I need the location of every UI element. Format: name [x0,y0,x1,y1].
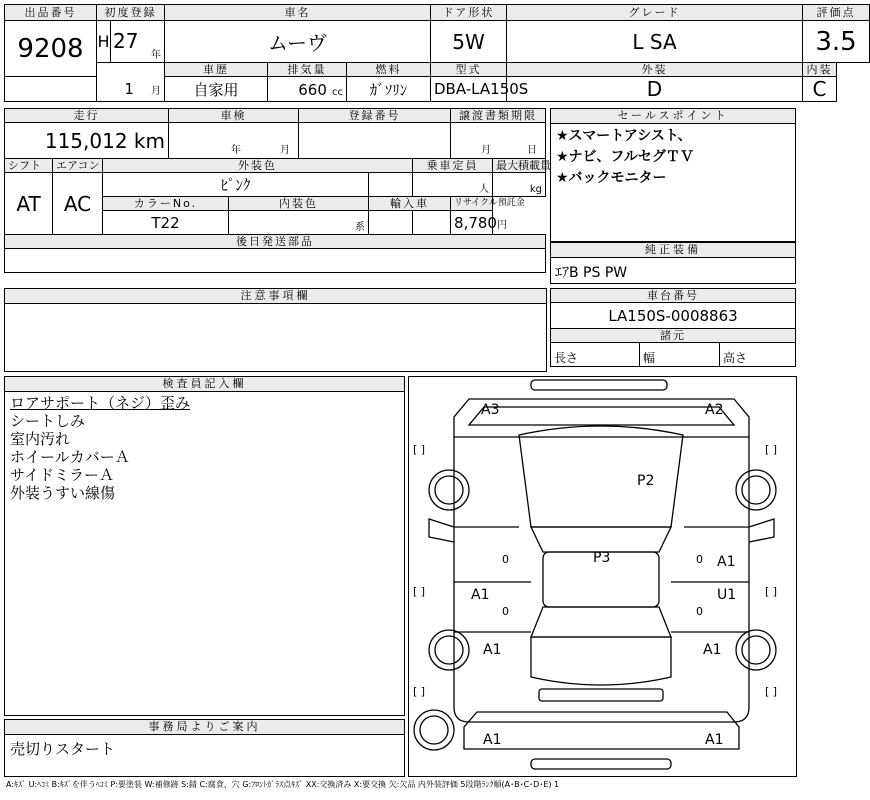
color-no-value: T22 [103,211,229,235]
import-value-b [413,211,451,235]
spare-wheel-inner [420,716,448,744]
front-inner [469,407,734,425]
rear-bumper-bar [531,759,671,769]
mileage-value: 115,012 km [5,123,169,159]
zero-right-front: 0 [696,553,703,566]
lot-no-value: 9208 [5,21,97,77]
ext-color-extra [369,173,413,197]
int-color-value [229,211,369,235]
inspector-line: ロアサポート（ネジ）歪み [10,394,191,412]
chassis-value: LA150S-0008863 [551,303,796,329]
hood-outline [519,426,683,527]
inspector-line: 室内汚れ [10,430,71,448]
rear-bumper-top [539,689,663,701]
wheel-front-left-inner [435,476,463,504]
equipment-label: 純正装備 [551,243,795,258]
header-table [4,4,870,102]
car-diagram [409,377,796,776]
lot-no-label: 出品番号 [5,5,97,21]
ext-color-value: ﾋﾟﾝｸ [103,173,369,197]
notes-box [4,288,547,372]
year-cell [111,21,165,63]
capacity-unit: 人 [479,184,490,195]
first-reg-label: 初度登録 [97,5,165,21]
car-diagram-box [408,376,797,777]
displacement-cell [268,77,347,102]
inspector-line: ホイールカバーＡ [10,448,130,466]
transfer-day-unit: 日 [527,145,538,156]
sales-point-item: ★バックモニター [556,170,667,186]
chassis-label: 車台番号 [551,289,796,303]
office-box [4,719,405,777]
recycle-unit: 円 [496,220,507,231]
bracket-front-left: [ ] [413,443,426,456]
mark-right-rear-door: U1 [717,587,737,603]
inspector-line: 外装うすい線傷 [10,484,116,502]
sales-points-box [550,108,796,242]
grade-label: グレード [507,5,803,21]
ext-label: 外装 [507,63,803,77]
ac-value: AC [53,173,103,235]
ext-grade-value: D [507,77,803,102]
import-label: 輸入車 [369,197,451,211]
transfer-value [451,123,546,159]
body-outline [454,437,749,722]
month-value: 1 [124,80,134,99]
color-no-label: カラーNo. [103,197,229,211]
import-value-a [369,211,413,235]
sales-point-item: ★ナビ、フルセグＴＶ [556,149,694,165]
year-value: 27 [113,29,139,53]
mark-right-front-door: A1 [717,554,736,570]
detail-table [4,108,552,273]
width-label: 幅 [640,343,720,367]
mark-roof: P3 [593,550,611,566]
inspector-list [5,392,404,504]
recycle-label: リサイクル預託金 [451,197,493,211]
capacity-label: 乗車定員 [413,159,493,173]
displacement-label: 排気量 [268,63,347,77]
office-message: 売切りスタート [10,740,116,758]
height-label: 高さ [720,343,796,367]
shift-label: シフト [5,159,53,173]
inspection-year-unit: 年 [231,145,241,156]
inspector-line: サイドミラーＡ [10,466,114,484]
sales-point-item: ★スマートアシスト、 [556,128,692,144]
zero-left-front: 0 [502,553,509,566]
door-value: 5W [431,21,507,63]
int-grade-value: C [803,77,837,102]
sales-points-label: セールスポイント [551,109,795,124]
month-unit: 月 [151,86,161,98]
month-cell [97,77,165,102]
front-bumper-bar [531,380,667,390]
later-parts-label: 後日発送部品 [5,235,546,249]
mark-front-right-corner: A2 [705,402,724,418]
month-top-cell [97,63,165,77]
later-parts-value [5,249,546,273]
wheel-rear-right-inner [742,636,770,664]
mirror-right [749,519,774,542]
windshield [531,527,671,552]
inspection-label: 車検 [169,109,299,123]
sales-points-list [551,124,795,191]
bracket-mid-right: [ ] [765,585,778,598]
office-label: 事務局よりご案内 [5,720,404,735]
equipment-value: ｴｱB PS PW [555,265,628,281]
length-label: 長さ [551,343,640,367]
inspector-box [4,376,405,716]
reg-no-value [299,123,451,159]
rear-outline [464,712,739,749]
inspection-value [169,123,299,159]
mirror-left [429,519,454,542]
transfer-month-unit: 月 [481,145,492,156]
chassis-table [550,288,796,367]
load-value [493,173,546,197]
transfer-label: 譲渡書類期限 [451,109,546,123]
mark-left-rear-door: A1 [471,587,490,603]
year-unit: 年 [151,50,161,61]
model-code-value: DBA-LA150S [431,77,507,102]
car-name-label: 車名 [165,5,431,21]
rear-cabin [531,637,671,685]
door-label: ドア形状 [431,5,507,21]
mark-left-rear-wheel: A1 [483,642,502,658]
bracket-front-right: [ ] [765,443,778,456]
reg-no-label: 登録番号 [299,109,451,123]
notes-label: 注意事項欄 [5,289,546,304]
zero-right-rear: 0 [696,605,703,618]
shift-value: AT [5,173,53,235]
mark-right-rear-wheel: A1 [703,642,722,658]
rear-window [531,607,671,637]
inspection-month-unit: 月 [280,145,290,156]
load-unit: kg [529,184,543,195]
inspector-line: シートしみ [10,412,86,430]
bracket-mid-left: [ ] [413,585,426,598]
fuel-label: 燃料 [347,63,431,77]
mark-rear-right-corner: A1 [705,732,724,748]
zero-left-rear: 0 [502,605,509,618]
load-label: 最大積載量 [493,159,546,173]
era-value: H [97,21,111,63]
legend-footer: A:ｷｽﾞ U:ﾍｺﾐ B:ｷｽﾞを伴うﾍｺﾐ P:要塗装 W:補修跡 S:錆 C:腐食、穴 G:ﾌﾛﾝﾄｶﾞﾗｽ点ｷｽﾞ XX:交換済み X:要交換 欠:欠品 内外装評価 5段階ﾗﾝｸ順(A･B･C･D･E) 1 [6,780,560,789]
inspector-label: 検査員記入欄 [5,377,404,392]
bracket-rear-left: [ ] [413,685,426,698]
car-name-value: ムーヴ [165,21,431,63]
history-label: 車歴 [165,63,268,77]
recycle-cell [451,211,507,235]
mark-rear-left-corner: A1 [483,732,502,748]
int-color-unit: 系 [355,222,365,233]
mark-hood: P2 [637,473,655,489]
history-value: 自家用 [165,77,268,102]
bracket-rear-right: [ ] [765,685,778,698]
grade-value: L SA [507,21,803,63]
wheel-rear-left-inner [435,636,463,664]
mileage-label: 走行 [5,109,169,123]
score-value: 3.5 [803,21,870,63]
fuel-value: ｶﾞｿﾘﾝ [347,77,431,102]
dimensions-label: 諸元 [551,329,796,343]
ext-color-label: 外装色 [103,159,413,173]
displacement-unit: cc [332,86,343,98]
equipment-box [550,242,796,284]
ac-label: エアコン [53,159,103,173]
int-label: 内装 [803,63,837,77]
score-label: 評価点 [803,5,870,21]
recycle-value: 8,780 [454,214,497,232]
model-code-label: 型式 [431,63,507,77]
capacity-value [413,173,493,197]
wheel-front-right-inner [742,476,770,504]
displacement-value: 660 [298,80,327,99]
int-color-label: 内装色 [229,197,369,211]
mark-front-left-corner: A3 [481,402,500,418]
lot-no-blank [5,77,97,102]
